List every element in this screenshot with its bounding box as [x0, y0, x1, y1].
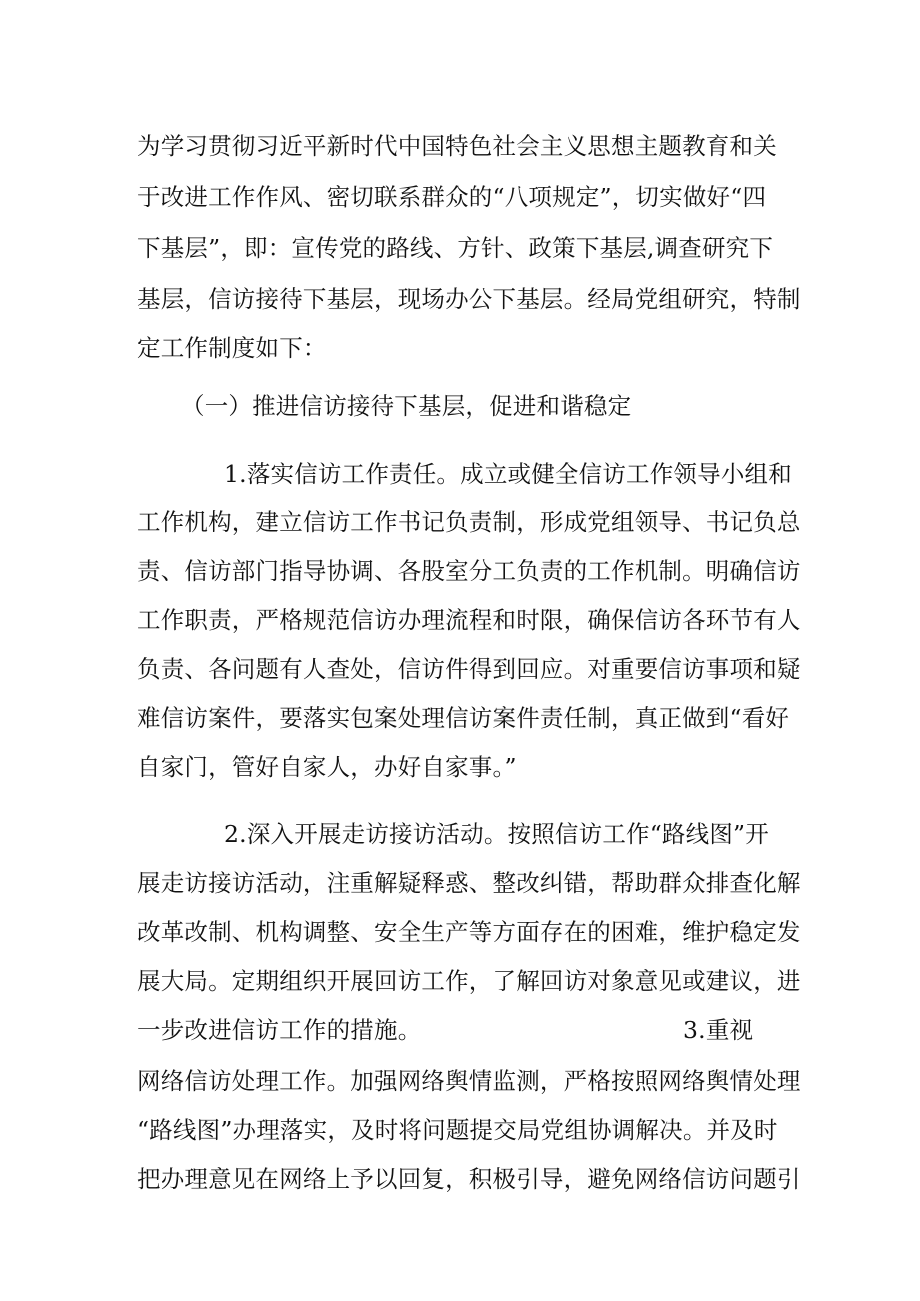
item-3-heading-start: 3.重视 — [683, 1016, 754, 1044]
item-2-line-3: 改革改制、机构调整、安全生产等方面存在的困难，维护稳定发 — [137, 918, 801, 946]
item-1-line-7: 自家门，管好自家人，办好自家事。” — [137, 753, 517, 781]
item-3-line-1: 网络信访处理工作。加强网络舆情监测，严格按照网络舆情处理 — [137, 1067, 801, 1095]
item-3-line-2: “路线图”办理落实，及时将问题提交局党组协调解决。并及时 — [137, 1116, 778, 1144]
item-2-line-2: 展走访接访活动，注重解疑释惑、整改纠错，帮助群众排查化解 — [137, 869, 801, 897]
item-1-line-2: 工作机构，建立信访工作书记负责制，形成党组领导、书记负总 — [137, 508, 801, 536]
paragraph-intro-line-5: 定工作制度如下： — [137, 334, 327, 362]
paragraph-intro-line-4: 基层，信访接待下基层，现场办公下基层。经局党组研究，特制 — [137, 285, 801, 313]
paragraph-intro-line-2: 于改进工作作风、密切联系群众的“八项规定”，切实做好“四 — [137, 183, 767, 211]
item-1-line-3: 责、信访部门指导协调、各股室分工负责的工作机制。明确信访 — [137, 557, 801, 585]
item-2-line-4: 展大局。定期组织开展回访工作，了解回访对象意见或建议，进 — [137, 967, 801, 995]
item-1-line-1: 1.落实信访工作责任。成立或健全信访工作领导小组和 — [224, 460, 792, 488]
paragraph-intro-line-3: 下基层”，即：宣传党的路线、方针、政策下基层,调查研究下 — [137, 234, 774, 262]
paragraph-intro-line-1: 为学习贯彻习近平新时代中国特色社会主义思想主题教育和关 — [137, 132, 777, 160]
item-2-line-5: 一步改进信访工作的措施。 — [137, 1016, 422, 1044]
item-1-line-4: 工作职责，严格规范信访办理流程和时限，确保信访各环节有人 — [137, 606, 801, 634]
item-2-line-1: 2.深入开展走访接访活动。按照信访工作“路线图”开 — [224, 820, 769, 848]
item-3-line-3: 把办理意见在网络上予以回复，积极引导，避免网络信访问题引 — [137, 1165, 801, 1193]
section-heading: （一）推进信访接待下基层，促进和谐稳定 — [181, 392, 632, 420]
item-1-line-6: 难信访案件，要落实包案处理信访案件责任制，真正做到“看好 — [137, 704, 790, 732]
item-1-line-5: 负责、各问题有人查处，信访件得到回应。对重要信访事项和疑 — [137, 655, 801, 683]
